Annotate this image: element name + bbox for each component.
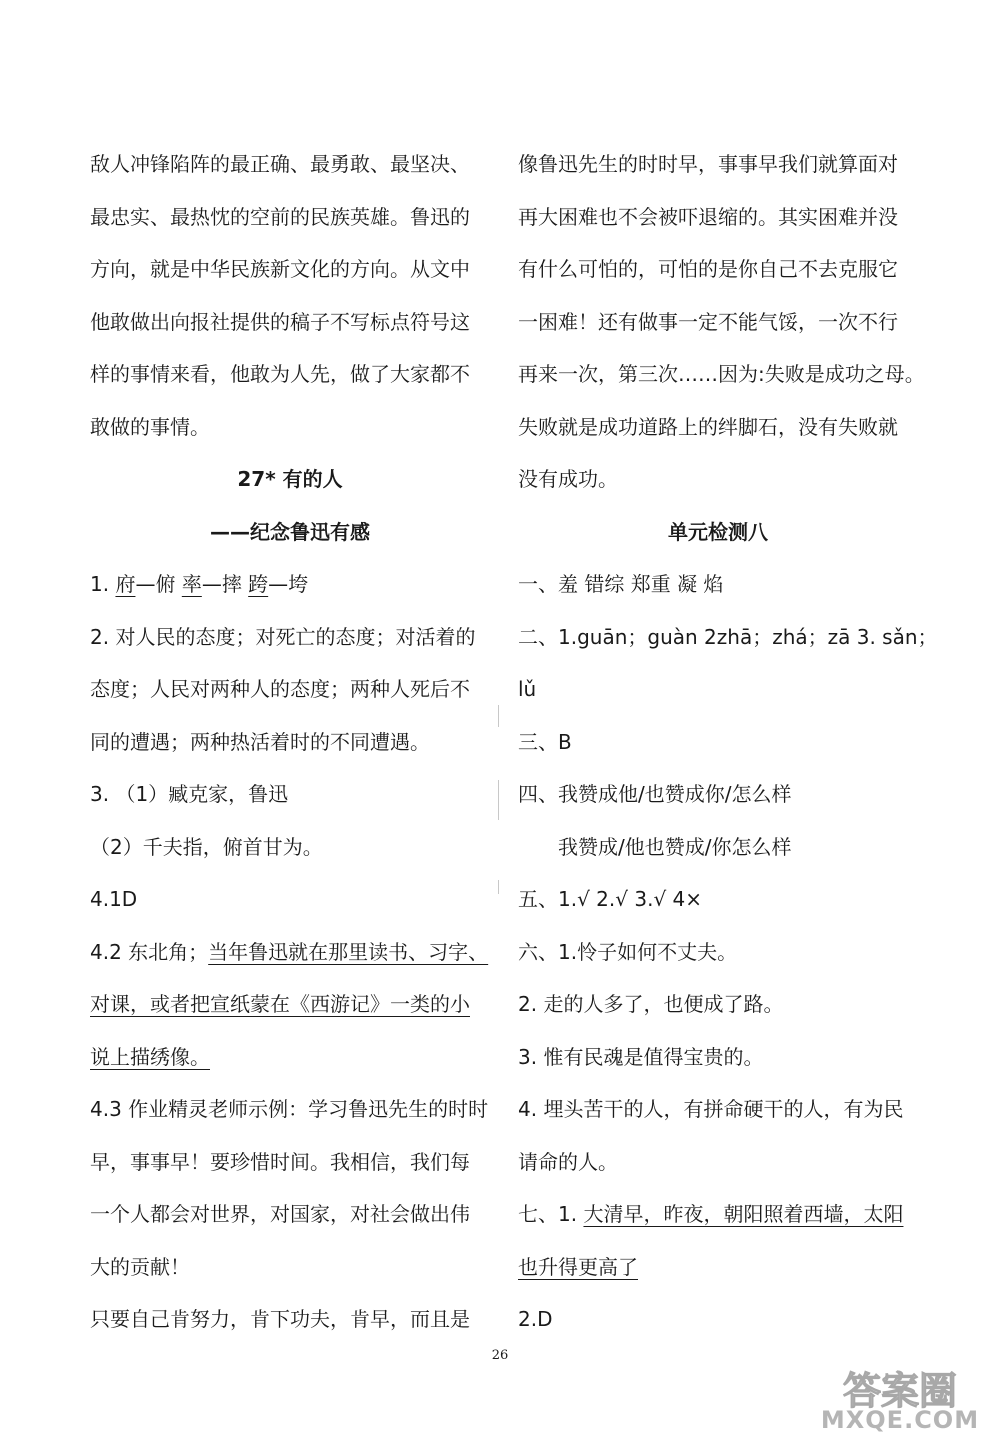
line-text: 四、我赞成他/也赞成你/怎么样 <box>518 782 792 806</box>
line-text: 五、1.√ 2.√ 3.√ 4× <box>518 887 703 911</box>
text-line <box>90 663 490 716</box>
text-line <box>518 296 918 349</box>
line-text: 4. 埋头苦干的人，有拼命硬干的人，有为民 <box>518 1097 904 1121</box>
line-text: 最忠实、最热忱的空前的民族英雄。鲁迅的 <box>90 204 470 229</box>
line-text: （2）千夫指，俯首甘为。 <box>90 834 323 859</box>
underlined-text: 也升得更高了 <box>518 1254 638 1279</box>
line-text: 2. 对人民的态度；对死亡的态度；对活着的 <box>90 624 476 649</box>
text-line <box>90 506 490 559</box>
text-line <box>90 453 490 506</box>
text-line <box>518 401 918 454</box>
text-line <box>90 191 490 244</box>
column-divider-mark <box>498 880 499 894</box>
watermark-site: MXQE.COM <box>820 1406 980 1434</box>
underlined-text: 对课，或者把宣纸蒙在《西游记》一类的小 <box>90 992 470 1016</box>
text-line <box>90 296 490 349</box>
line-text: 请命的人。 <box>518 1149 618 1174</box>
line-text: 敌人冲锋陷阵的最正确、最勇敢、最坚决、 <box>90 152 470 176</box>
text-line <box>90 401 490 454</box>
line-text: 七、1. <box>518 1202 584 1226</box>
text-line <box>518 348 925 401</box>
line-text: 2.D <box>518 1307 553 1331</box>
text-line <box>90 1241 490 1294</box>
line-text: 大的贡献！ <box>90 1254 190 1279</box>
text-line <box>90 1293 490 1346</box>
text-line <box>90 138 490 191</box>
text-line <box>518 611 938 664</box>
line-text: 同的遭遇；两种热活着时的不同遭遇。 <box>90 729 430 754</box>
text-line <box>518 663 918 716</box>
line-text: 失败就是成功道路上的绊脚石，没有失败就 <box>518 414 898 439</box>
line-text: —垮 <box>268 572 309 596</box>
text-line <box>518 453 918 506</box>
page-number: 26 <box>491 1348 509 1363</box>
text-line <box>518 978 918 1031</box>
line-text: 27* 有的人 <box>237 467 343 491</box>
line-text: —摔 <box>201 572 249 596</box>
text-line <box>90 768 490 821</box>
line-text: 3. （1）臧克家，鲁迅 <box>90 782 289 806</box>
text-line <box>518 138 918 191</box>
underlined-text: 说上描绣像。 <box>90 1044 210 1069</box>
line-text: 态度；人民对两种人的态度；两种人死后不 <box>90 677 470 701</box>
line-text: 只要自己肯努力，肯下功夫，肯早，而且是 <box>90 1307 470 1331</box>
text-line <box>518 926 918 979</box>
text-line <box>90 558 490 611</box>
line-text: 我赞成/他也赞成/你怎么样 <box>558 834 792 859</box>
column-divider-mark <box>498 780 499 820</box>
column-divider-mark <box>498 705 499 727</box>
line-text: 再大困难也不会被吓退缩的。其实困难并没 <box>518 204 898 229</box>
text-line <box>518 716 918 769</box>
text-line <box>518 558 918 611</box>
text-line <box>90 926 490 979</box>
text-line <box>518 243 918 296</box>
line-text: 二、1.guān；guàn 2zhā；zhá；zā 3. sǎn； <box>518 624 938 649</box>
line-text: 一、羞 错综 郑重 凝 焰 <box>518 572 724 596</box>
line-text: 三、B <box>518 729 572 754</box>
text-line <box>90 1188 490 1241</box>
line-text: 3. 惟有民魂是值得宝贵的。 <box>518 1044 764 1069</box>
line-text: 4.2 东北角； <box>90 939 209 964</box>
line-text: 没有成功。 <box>518 467 618 491</box>
text-line <box>90 1083 490 1136</box>
line-text: lǔ <box>518 677 537 701</box>
line-text: 方向，就是中华民族新文化的方向。从文中 <box>90 257 470 281</box>
line-text: 4.3 作业精灵老师示例：学习鲁迅先生的时时 <box>90 1097 489 1121</box>
line-text: 敢做的事情。 <box>90 414 210 439</box>
text-line <box>90 611 490 664</box>
text-line <box>90 348 490 401</box>
watermark <box>810 1360 990 1440</box>
underlined-text: 大清早，昨夜，朝阳照着西墙，太阳 <box>583 1202 904 1226</box>
line-text: 一困难！还有做事一定不能气馁，一次不行 <box>518 309 898 334</box>
text-line <box>518 873 918 926</box>
line-text: 样的事情来看，他敢为人先，做了大家都不 <box>90 362 470 386</box>
line-text: 单元检测八 <box>668 519 768 544</box>
text-line <box>90 1136 490 1189</box>
line-text: 一个人都会对世界，对国家，对社会做出伟 <box>90 1202 470 1226</box>
left-column <box>90 138 490 1346</box>
line-text: 早，事事早！要珍惜时间。我相信，我们每 <box>90 1149 470 1174</box>
text-line <box>90 821 490 874</box>
underlined-text: 跨 <box>248 572 269 596</box>
text-line <box>518 1241 918 1294</box>
line-text: 有什么可怕的，可怕的是你自己不去克服它 <box>518 257 898 281</box>
line-text: 再来一次，第三次……因为:失败是成功之母。 <box>518 362 925 386</box>
text-line <box>90 243 490 296</box>
text-line <box>518 768 918 821</box>
text-line <box>90 873 490 926</box>
underlined-text: 率 <box>181 572 202 596</box>
text-line <box>518 821 918 874</box>
text-line <box>518 1293 918 1346</box>
line-text: 4.1D <box>90 887 138 911</box>
text-line <box>90 716 490 769</box>
line-text: 2. 走的人多了，也便成了路。 <box>518 992 784 1016</box>
text-line <box>518 506 918 559</box>
text-line <box>518 1136 918 1189</box>
underlined-text: 府 <box>115 572 136 596</box>
underlined-text: 当年鲁迅就在那里读书、习字、 <box>208 939 489 964</box>
text-line <box>518 1031 918 1084</box>
text-line <box>518 1083 918 1136</box>
text-line <box>518 191 918 244</box>
line-text: 他敢做出向报社提供的稿子不写标点符号这 <box>90 309 470 334</box>
right-column <box>518 138 938 1346</box>
line-text: —俯 <box>135 572 182 596</box>
text-line <box>90 978 490 1031</box>
line-text: 像鲁迅先生的时时早，事事早我们就算面对 <box>518 152 898 176</box>
text-line <box>518 1188 918 1241</box>
watermark-logo: 答案圈 <box>842 1369 957 1413</box>
text-line <box>90 1031 490 1084</box>
line-text: ——纪念鲁迅有感 <box>210 519 370 544</box>
line-text: 1. <box>90 572 116 596</box>
line-text: 六、1.怜子如何不丈夫。 <box>518 939 738 964</box>
